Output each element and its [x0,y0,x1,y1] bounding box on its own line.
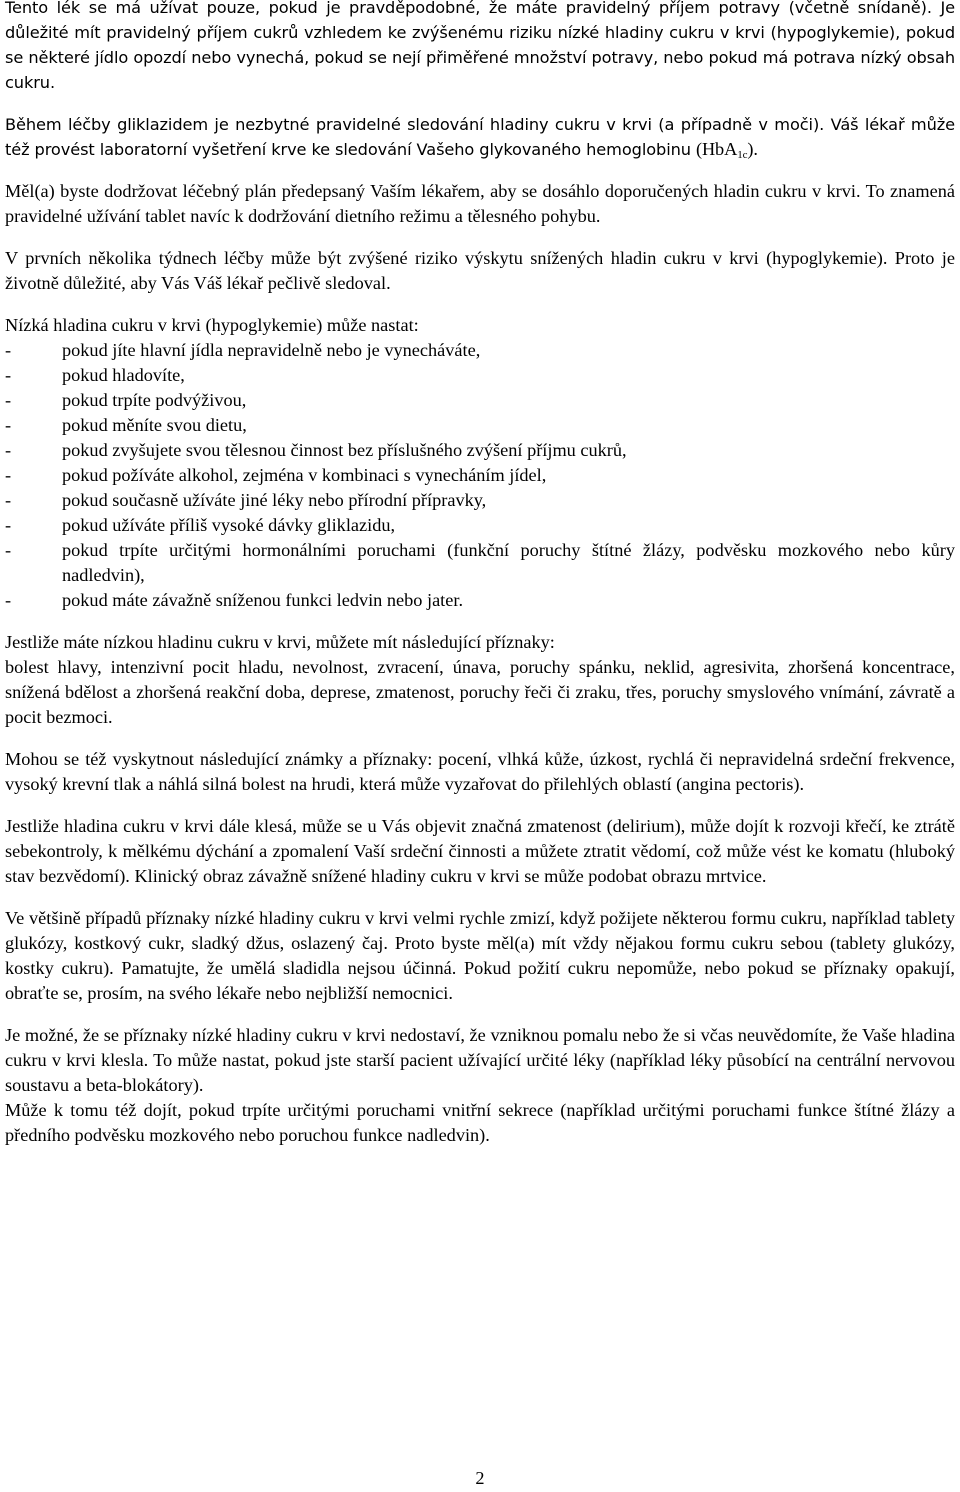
list-item [5,338,955,363]
list-item-text: pokud máte závažně sníženou funkci ledvin nebo jater. [62,590,464,610]
document-page [5,0,955,1165]
list-item [5,388,955,413]
list-item-text: pokud trpíte podvýživou, [62,390,247,410]
list-item-text: pokud měníte svou dietu, [62,415,247,435]
list-dash: - [5,540,12,560]
list-item [5,413,955,438]
list-item [5,538,955,588]
paragraph-endocrine-disorders: Může k tomu též dojít, pokud trpíte určitými poruchami vnitřní sekrece (například určitými poruchami funkce štítné žlázy a předního podvěsku mozkového nebo poruchou funkce nadledvin). [5,1100,955,1145]
list-item-text: pokud požíváte alkohol, zejména v kombinaci s vynecháním jídel, [62,465,547,485]
list-item [5,463,955,488]
paragraph-unnoticed-symptoms: Je možné, že se příznaky nízké hladiny cukru v krvi nedostaví, že vzniknou pomalu nebo že si včas neuvědomíte, že Vaše hladina cukru v krvi klesla. To může nastat, pokud jste starší pacient užívající určité léky (například léky působící na centrální nervovou soustavu a beta-blokátory). [5,1025,955,1095]
paragraph-severe-hypo: Jestliže hladina cukru v krvi dále klesá, může se u Vás objevit značná zmatenost (delirium), může dojít k rozvoji křečí, ke ztrátě sebekontroly, k mělkému dýchání a zpomalení Vaší srdeční činnosti a můžete ztratit vědomí, což může vést ke komatu (hluboký stav bezvědomí). Klinický obraz závažně snížené hladiny cukru v krvi se může podobat obrazu mrtvice. [5,816,955,886]
list-dash: - [5,465,12,485]
list-dash: - [5,515,12,535]
paragraph-sugar-intake: Ve většině případů příznaky nízké hladiny cukru v krvi velmi rychle zmizí, když požijete některou formu cukru, například tablety glukózy, kostkový cukr, sladký džus, oslazený čaj. Proto byste měl(a) mít vždy nějakou formu cukru sebou (tablety glukózy, kostky cukru). Pamatujte, že umělá sladidla nejsou účinná. Pokud požití cukru nepomůže, nebo pokud se příznaky opakují, obraťte se, prosím, na svého lékaře nebo nejbližší nemocnici. [5,908,955,1003]
paragraph-early-weeks: V prvních několika týdnech léčby může být zvýšené riziko výskytu snížených hladin cukru v krvi (hypoglykemie). Proto je životně důležité, aby Vás Váš lékař pečlivě sledoval. [5,248,955,293]
paragraph-monitoring-text: Během léčby gliklazidem je nezbytné pravidelné sledování hladiny cukru v krvi (a případně v moči). Váš lékař může též provést laboratorní vyšetření krve ke sledování Vašeho glykovaného hemoglobinu [5,115,955,159]
symptoms-intro: Jestliže máte nízkou hladinu cukru v krvi, můžete mít následující příznaky: [5,632,555,652]
symptoms-text: bolest hlavy, intenzivní pocit hladu, nevolnost, zvracení, únava, poruchy spánku, neklid, agresivita, zhoršená koncentrace, snížená bdělost a zhoršená reakční doba, deprese, zmatenost, poruchy řeči či zraku, třes, poruchy smyslového vnímání, závratě a pocit bezmoci. [5,657,955,727]
list-dash: - [5,490,12,510]
list-item-text: pokud užíváte příliš vysoké dávky gliklazidu, [62,515,396,535]
paragraph-treatment-plan: Měl(a) byste dodržovat léčebný plán předepsaný Vaším lékařem, aby se dosáhlo doporučených hladin cukru v krvi. To znamená pravidelné užívání tablet navíc k dodržování dietního režimu a tělesného pohybu. [5,181,955,226]
list-item-text: pokud jíte hlavní jídla nepravidelně nebo je vynecháváte, [62,340,481,360]
hypo-causes-list [5,338,955,613]
list-dash: - [5,415,12,435]
list-item-text: pokud zvyšujete svou tělesnou činnost bez příslušného zvýšení příjmu cukrů, [62,440,627,460]
list-item [5,588,955,613]
list-dash: - [5,590,12,610]
list-dash: - [5,390,12,410]
list-dash: - [5,440,12,460]
list-item-text: pokud trpíte určitými hormonálními poruchami (funkční poruchy štítné žlázy, podvěsku mozkového nebo kůry nadledvin), [62,540,955,585]
list-dash: - [5,340,12,360]
list-dash: - [5,365,12,385]
page-number: 2 [475,1468,485,1488]
list-item [5,363,955,388]
list-item-text: pokud současně užíváte jiné léky nebo přírodní přípravky, [62,490,487,510]
list-item-text: pokud hladovíte, [62,365,185,385]
list-item [5,488,955,513]
paragraph-additional-signs: Mohou se též vyskytnout následující známky a příznaky: pocení, vlhká kůže, úzkost, rychlá či nepravidelná srdeční frekvence, vysoký krevní tlak a náhlá silná bolest na hrudi, která může vyzařovat do přilehlých oblastí (angina pectoris). [5,749,955,794]
hypo-list-intro: Nízká hladina cukru v krvi (hypoglykemie) může nastat: [5,315,419,335]
list-item [5,438,955,463]
paragraph-symptoms [5,630,955,730]
paragraph-meal-intake: Tento lék se má užívat pouze, pokud je pravděpodobné, že máte pravidelný příjem potravy (včetně snídaně). Je důležité mít pravidelný příjem cukrů vzhledem ke zvýšenému riziku nízké hladiny cukru v krvi (hypoglykemie), pokud se některé jídlo opozdí nebo vynechá, pokud se nejí přiměřené množství potravy, nebo pokud má potrava nízký obsah cukru. [5,0,955,92]
paragraph-monitoring [5,112,955,162]
list-item [5,513,955,538]
hba1c-label: (HbA$_{1c}$). [695,139,758,161]
